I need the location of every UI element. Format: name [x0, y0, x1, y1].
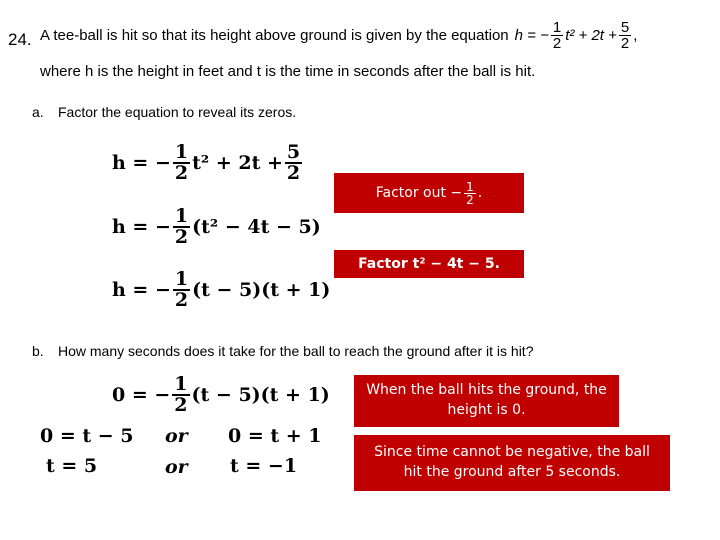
part-a-hint-box-2: Factor t² − 4t − 5.	[334, 250, 524, 278]
problem-number: 24.	[8, 30, 32, 49]
part-a-hint-box-1: Factor out − $\frac{1}{2}$ .	[334, 173, 524, 213]
part-a-label: a.	[32, 104, 44, 120]
problem-eq-end: ,	[633, 27, 638, 44]
problem-text: A tee-ball is hit so that its height above ground is given by the equation	[40, 27, 509, 44]
part-a-step-1: h = − $\frac{1}{2}$ t² + 2t + $\frac{5}{2}$	[112, 141, 301, 184]
part-a-question: Factor the equation to reveal its zeros.	[58, 104, 297, 120]
part-b-row2-or: or	[165, 456, 188, 478]
part-a-step-3: h = − $\frac{1}{2}$ (t − 5)(t + 1)	[112, 268, 331, 311]
problem-line-2: where h is the height in feet and t is the time in seconds after the ball is hit.	[40, 63, 536, 80]
part-b-label: b.	[32, 343, 44, 359]
problem-fraction-a: $\frac{1}{2}$	[552, 19, 562, 52]
problem-statement	[40, 20, 637, 51]
problem-eq-mid: t² + 2t +	[565, 27, 617, 44]
part-b-equation: 0 = − $\frac{1}{2}$ (t − 5)(t + 1)	[112, 373, 330, 416]
problem-eq-lhs: h = −	[514, 27, 549, 44]
part-b-row1-right: 0 = t + 1	[228, 425, 322, 447]
part-b-hint-box-2: Since time cannot be negative, the ball hit the ground after 5 seconds.	[354, 435, 670, 491]
part-b-row1-or: or	[165, 425, 188, 447]
part-b-row1-left: 0 = t − 5	[40, 425, 134, 447]
part-b-row2-right: t = −1	[230, 455, 298, 477]
problem-fraction-b: $\frac{5}{2}$	[620, 19, 630, 52]
part-a-step-2: h = − $\frac{1}{2}$ (t² − 4t − 5)	[112, 205, 321, 248]
part-b-question: How many seconds does it take for the ball to reach the ground after it is hit?	[58, 343, 534, 359]
part-b-hint-box-1: When the ball hits the ground, the height is 0.	[354, 375, 619, 427]
part-b-row2-left: t = 5	[46, 455, 98, 477]
